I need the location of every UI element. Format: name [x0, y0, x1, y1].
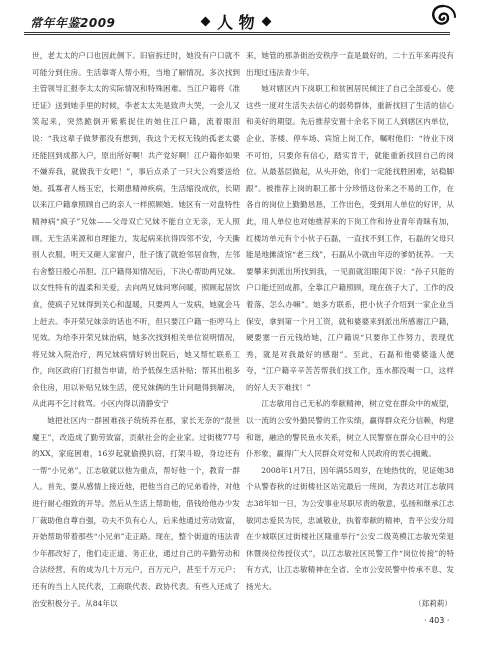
header-rule — [24, 32, 450, 33]
header-rule-thin — [24, 34, 450, 35]
body-paragraph: 她对辖区内下岗职工和贫困居民倾注了自己全部爱心。使这些一度对生活失去信心的弱势群体，重新找回了生活的信心和美好的期望。先后推荐安置十余名下岗工人到辖区内单位，企业、茶楼、停车场、宾馆上岗工作，嘱咐他们：“待业下岗不可怕，只要你有信心，踏实肯干，就能重新找回自己的岗位。从最基层做起，从头开始，你们一定能找胜困难，站稳脚跟”。被推荐上岗的职工都十分珍惜这份来之不易的工作，在各自的岗位上勤勤恳恳，工作出色，受到用人单位的好评，从此，用人单位也对她推荐来的下岗工作和待业青年青睐有加，红楼坊单元有个小伙子石磊，一直找不到工作，石磊的父母只能是地摊渣馆“老三线”，石磊从小就由年迈的爹奶抚养。一天要攀来到派出所找到我，一见面就泪眼闺下说：“孙子只能的户口能迁回成都，全靠江户籍照顾，现在孩子大了，工作的没着落，怎么办嘛”。她多方联系，把小伙子介绍到一家企业当保安，拿到第一个月工资，就和婆婆来到派出所感谢江户籍，硬要塞一百元钱给她，江户籍说“只要你工作努力，表现优秀，就是对我最好的感谢”。至此，石磊和他婆婆逢人便夸，“江户籍辛辛苦苦帮我们找工作，连水都没喝一口，这样的好人天下难找！” — [246, 84, 454, 392]
section-title: 人 物 — [217, 13, 255, 32]
body-paragraph: 江志敏用自己无私的奉献精神，树立党在群众中的威望，以一流的公安外勤民警的工作实绩，赢得群众充分信赖，构建和谐，融洽的警民鱼水关系，树立人民警察在群众心目中的公仆形象，赢得广大人民群众对党和人民政府的衷心拥戴。 — [246, 399, 454, 459]
left-column — [32, 48, 240, 612]
page-number: · 403 · — [424, 616, 450, 625]
yearbook-label: 常年年鉴2009 — [30, 16, 116, 30]
body-paragraph: 世，老太太的户口也因此侧下。旧宿拆迁时，她没有户口就不可能分到住房。生活靠寄人帮小班，当地了解情况。多次找到主管领导汇报李太太的实际情况和特殊困难。当江户籍将《准迁证》送到她手里的时候，李老太太先是致声大哭，一会儿又笑起来，突然跪倒开紫紫捉住的她住江户籍，流着眼泪说：“我这辈子做梦都没有想到，我这个无权无钱的孤老太婆还能回到成都入户，原出所好啊！共产党好啊！江户籍你如果不嫌弃我，就做我干女吧！”，事后点杀了一只大公鸡要送给她。孤寡者人杨玉宏，长期患精神疾病，生活缩没成依，长期以来江户籍拿照顾自己的亲人一样照顾她。她区有一对盘特性精神病“疯子”兄妹——父母双亡兄妹不能自立无亲，无人照顾。无生活来源和自理能力，发起病来抗得四邻不安，今天撕别人衣服，明天又砸人家窗户，肚子饿了就抢邻居食物，左邻右舍整日殷心吊胆。江户籍得知情况后，下决心帮助两兄妹。以女性特有的温柔和关爱，去向两兄妹问寒问暖，照顾起居饮食，使疯子兄妹得到关心和温暖，只要两人一发病，她就会马上赶去。李开荣兄妹亲的话也不听，但只要江户籍一拒哼马上见效。为给李开荣兄妹治病，她多次找到相关单位说明情况，将兄妹入院治疗，两兄妹病情好转出院后，她又帮忙联系工作，向区政府门打报告申请，给予低保生活补贴；帮其出租多余住房，用以补贴兄妹生活，使兄妹俩的生计问题得到解决，从此再不乞讨救骂。小区内得以清静安宁 — [32, 51, 240, 409]
body-paragraph: 来，她管的那条街治安秩序一直是最好的，二十五年来再没有出现过违法青少年。 — [246, 51, 454, 77]
section-title-group — [202, 10, 270, 33]
right-column — [246, 48, 454, 612]
diamond-icon — [261, 17, 271, 27]
body-paragraph: 她把社区内一群困难孩子统统养在那，家长无奈的“混世魔王”，改造成了勤劳致富，贡献社会的企业家。过街楼77号的XX，家庭困难，16岁起就偷摸扒窃，打架斗殴，身边还有一帮“小兄弟”。江志敏就以他为重点，帮好他一个，教育一群人。首先，要从感情上接近他，把他当自己的兄弟看待，对他进行耐心细致的开导。然后从生活上帮助他，借钱给他办少发厂裁助他自尊自强，功夫不负有心人，后来他通过劳动致富，开始帮助带着那些“小兄弟”走正路。现在，整个街道的违法青少年都改好了，他们走正道、务正业，通过自己的辛勤劳动和合法经营，有的成为几十万元户，百万元户，甚至千万元户；还有的当上人民代表，工商联代表、政协代表。有些人还成了治安积极分子。从84年以 — [32, 416, 240, 608]
diamond-icon — [201, 17, 211, 27]
swirl-ornament-icon — [428, 2, 458, 32]
author-signature: （郑莉莉） — [414, 598, 452, 608]
body-paragraph: 2008年1月7日，因年满55周岁，在她热忱的，见证她38个从警春秋的过街楼社区站完最后一班岗，为表达对江志敏同志38年如一日，为公安事业尽职尽责的敬意，弘扬和继承江志敏同志爱民为民，忠诚敬业，执着奉献的精神，肯平公安分局在少城联区过街楼社区隆重举行“公安二级英模江志敏光荣退休暨岗位传授仪式”，以江志敏社区民警工作“岗位传接”的特有方式，让江志敏精神在全省、全市公安民警中传承不息、发扬光大。 — [246, 465, 454, 591]
page-header — [0, 0, 480, 44]
